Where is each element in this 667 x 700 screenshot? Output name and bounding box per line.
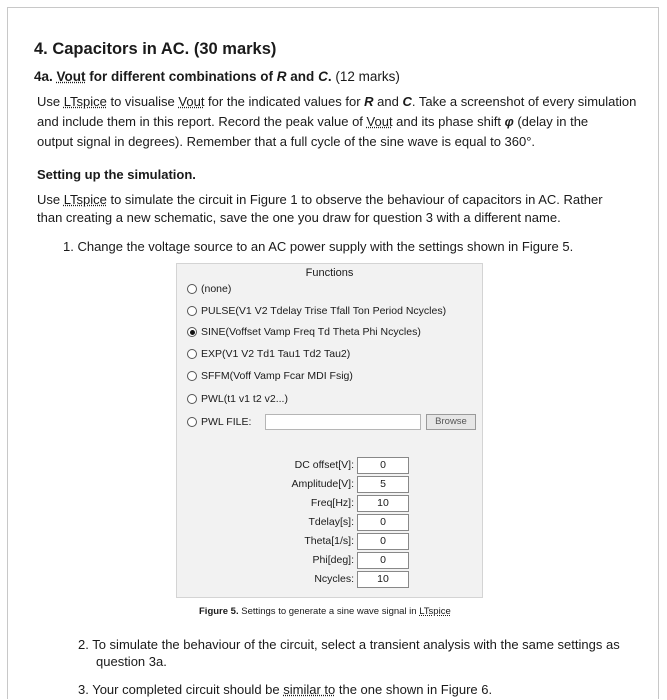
radio-button[interactable] — [187, 371, 197, 381]
freq-input[interactable]: 10 — [357, 495, 409, 512]
functions-dialog — [176, 263, 483, 598]
intro-line-3: output signal in degrees). Remember that a full cycle of the sine wave is equal to 360°. — [37, 134, 536, 149]
param-phi: Phi[deg]: 0 — [177, 551, 484, 570]
param-theta: Theta[1/s]: 0 — [177, 532, 484, 551]
step-2-line-1: 2. To simulate the behaviour of the circuit, select a transient analysis with the same settings as — [78, 637, 620, 652]
radio-option-pulse[interactable]: PULSE(V1 V2 Tdelay Trise Tfall Ton Period Ncycles) — [187, 305, 446, 317]
setup-line-1: Use LTspice to simulate the circuit in Figure 1 to observe the behaviour of capacitors in AC. Rather — [37, 192, 603, 207]
setup-heading: Setting up the simulation. — [37, 167, 196, 182]
radio-button[interactable] — [187, 284, 197, 294]
intro-line-2: and include them in this report. Record the peak value of Vout and its phase shift φ (delay in the — [37, 114, 589, 129]
radio-button[interactable] — [187, 394, 197, 404]
param-dc-offset: DC offset[V]: 0 — [177, 456, 484, 475]
ltspice-link[interactable]: LTspice — [63, 94, 107, 109]
step-3: 3. Your completed circuit should be similar to the one shown in Figure 6. — [78, 682, 493, 697]
radio-option-exp[interactable]: EXP(V1 V2 Td1 Tau1 Td2 Tau2) — [187, 348, 350, 360]
figure-caption: Figure 5. Settings to generate a sine wave signal in LTspice — [199, 606, 451, 617]
ltspice-link[interactable]: LTspice — [419, 606, 451, 617]
radio-option-pwl-file[interactable]: PWL FILE: — [187, 416, 251, 428]
intro-line-1: Use LTspice to visualise Vout for the indicated values for R and C. Take a screenshot of every simulation — [37, 94, 637, 109]
radio-button-selected[interactable] — [187, 327, 197, 337]
vout-symbol: Vout — [56, 69, 86, 84]
theta-input[interactable]: 0 — [357, 533, 409, 550]
dc-offset-input[interactable]: 0 — [357, 457, 409, 474]
step-1: 1. Change the voltage source to an AC power supply with the settings shown in Figure 5. — [63, 239, 574, 254]
radio-button[interactable] — [187, 349, 197, 359]
param-ncycles: Ncycles: 10 — [177, 570, 484, 589]
tdelay-input[interactable]: 0 — [357, 514, 409, 531]
radio-option-none[interactable]: (none) — [187, 283, 231, 295]
setup-line-2: than creating a new schematic, save the one you draw for question 3 with a different name. — [37, 210, 561, 225]
radio-button[interactable] — [187, 306, 197, 316]
radio-option-pwl[interactable]: PWL(t1 v1 t2 v2...) — [187, 393, 288, 405]
phi-input[interactable]: 0 — [357, 552, 409, 569]
dialog-title: Functions — [305, 267, 354, 279]
param-tdelay: Tdelay[s]: 0 — [177, 513, 484, 532]
radio-option-sine[interactable]: SINE(Voffset Vamp Freq Td Theta Phi Ncycles) — [187, 326, 421, 338]
pwl-file-input[interactable] — [265, 414, 421, 430]
subsection-heading: 4a. Vout for different combinations of R and C. (12 marks) — [34, 69, 400, 84]
param-freq: Freq[Hz]: 10 — [177, 494, 484, 513]
param-amplitude: Amplitude[V]: 5 — [177, 475, 484, 494]
step-2-line-2: question 3a. — [96, 654, 167, 669]
radio-button[interactable] — [187, 417, 197, 427]
radio-option-sffm[interactable]: SFFM(Voff Vamp Fcar MDI Fsig) — [187, 370, 353, 382]
ltspice-link[interactable]: LTspice — [63, 192, 107, 207]
browse-button[interactable]: Browse — [426, 414, 476, 430]
ncycles-input[interactable]: 10 — [357, 571, 409, 588]
section-title: 4. Capacitors in AC. (30 marks) — [34, 40, 277, 58]
amplitude-input[interactable]: 5 — [357, 476, 409, 493]
